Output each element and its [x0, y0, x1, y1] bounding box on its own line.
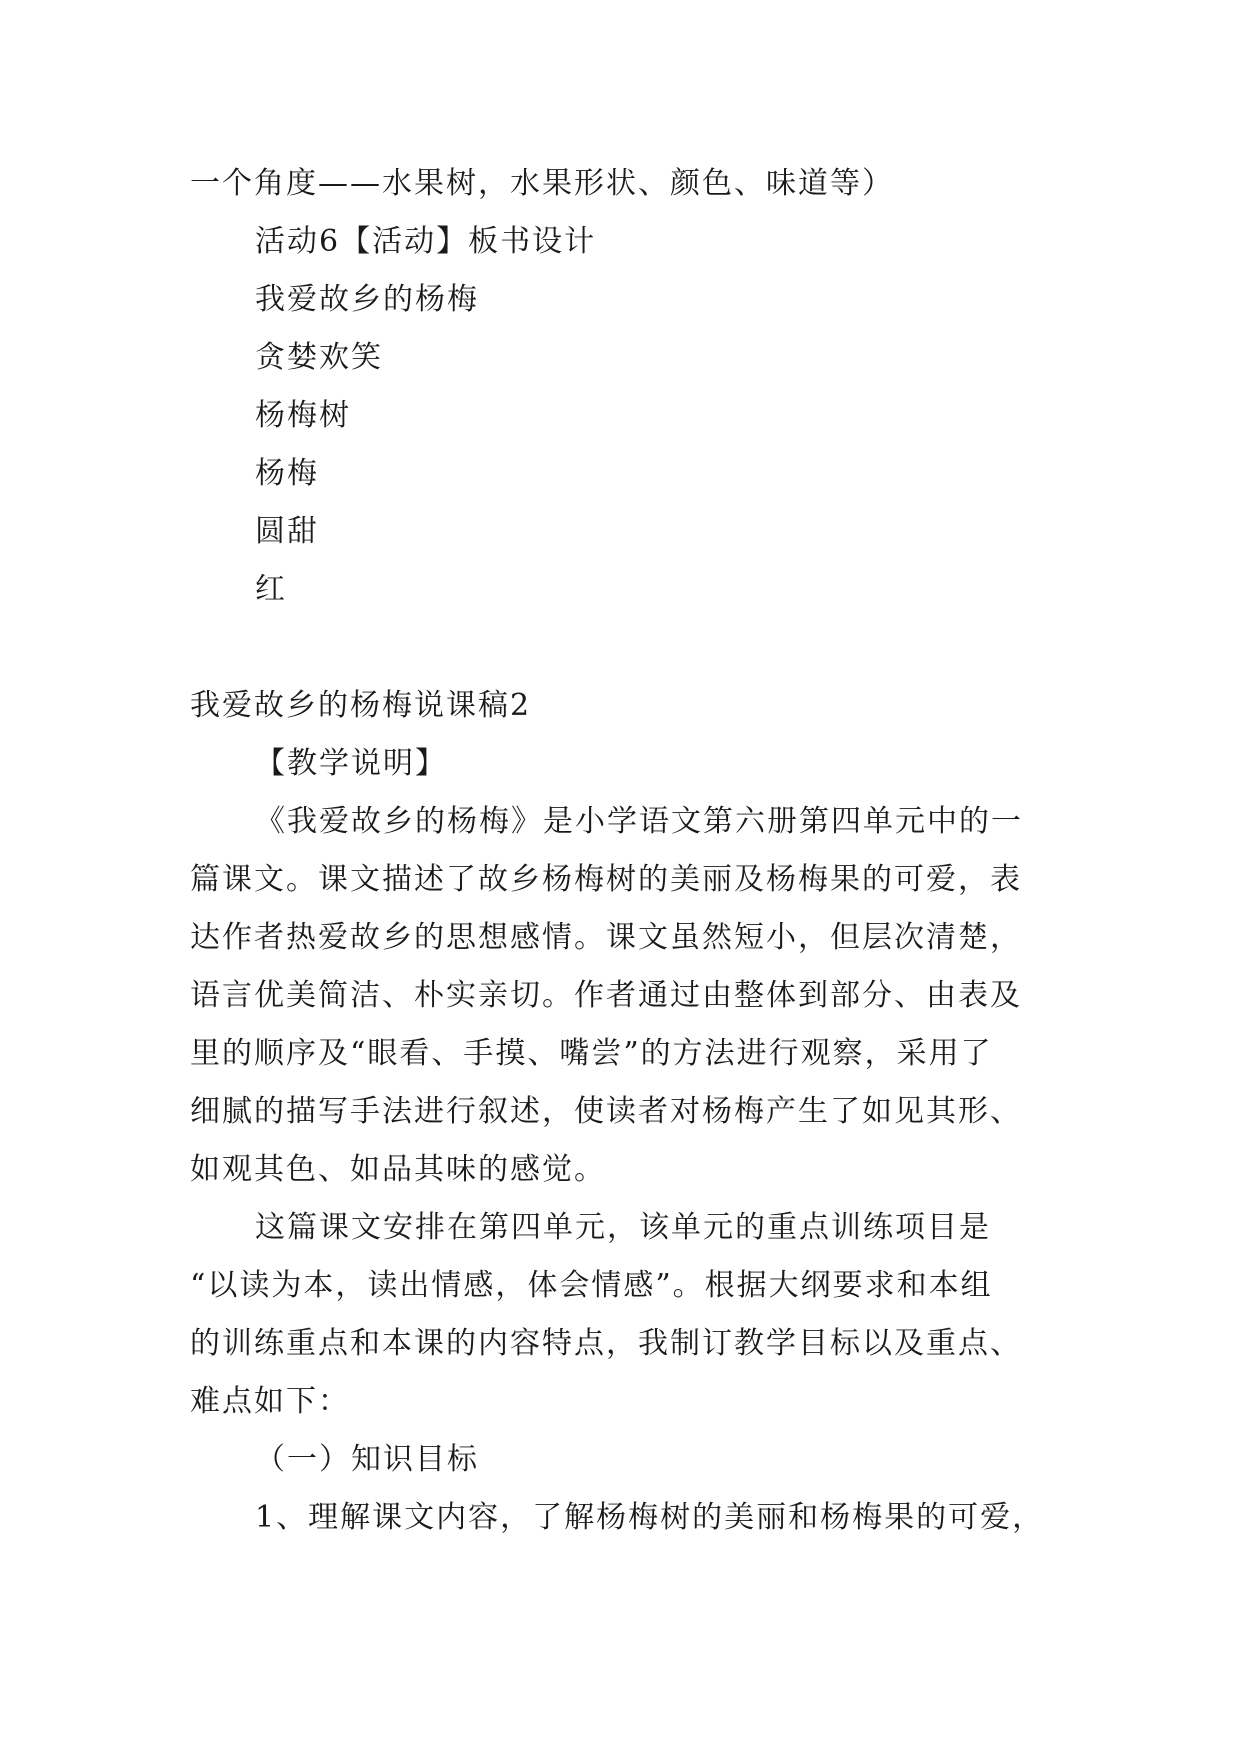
paragraph-line: “以读为本，读出情感，体会情感”。根据大纲要求和本组 — [190, 1268, 993, 1303]
board-line: 贪婪欢笑 — [255, 340, 383, 375]
board-line: 杨梅 — [255, 456, 319, 491]
paragraph-line: 达作者热爱故乡的思想感情。课文虽然短小，但层次清楚， — [190, 920, 1022, 955]
continuation-line: 一个角度——水果树，水果形状、颜色、味道等） — [190, 166, 894, 201]
paragraph-line: 如观其色、如品其味的感觉。 — [190, 1152, 606, 1187]
paragraph-line: 细腻的描写手法进行叙述，使读者对杨梅产生了如见其形、 — [190, 1094, 1022, 1129]
objective-heading: （一）知识目标 — [255, 1442, 479, 1477]
objective-item: 1、理解课文内容，了解杨梅树的美丽和杨梅果的可爱， — [255, 1500, 1045, 1535]
paragraph-line: 里的顺序及“眼看、手摸、嘴尝”的方法进行观察，采用了 — [190, 1036, 993, 1071]
activity-heading: 活动6【活动】板书设计 — [255, 224, 597, 259]
paragraph-line: 篇课文。课文描述了故乡杨梅树的美丽及杨梅果的可爱，表 — [190, 862, 1022, 897]
board-line: 红 — [255, 572, 287, 607]
paragraph-line: 语言优美简洁、朴实亲切。作者通过由整体到部分、由表及 — [190, 978, 1022, 1013]
paragraph-line: 这篇课文安排在第四单元，该单元的重点训练项目是 — [255, 1210, 991, 1245]
paragraph-line: 《我爱故乡的杨梅》是小学语文第六册第四单元中的一 — [255, 804, 1023, 839]
paragraph-line: 难点如下： — [190, 1384, 350, 1419]
section-title: 我爱故乡的杨梅说课稿2 — [190, 688, 532, 723]
board-line: 圆甜 — [255, 514, 319, 549]
board-line: 我爱故乡的杨梅 — [255, 282, 479, 317]
subheading: 【教学说明】 — [255, 746, 447, 781]
board-line: 杨梅树 — [255, 398, 351, 433]
paragraph-line: 的训练重点和本课的内容特点，我制订教学目标以及重点、 — [190, 1326, 1022, 1361]
